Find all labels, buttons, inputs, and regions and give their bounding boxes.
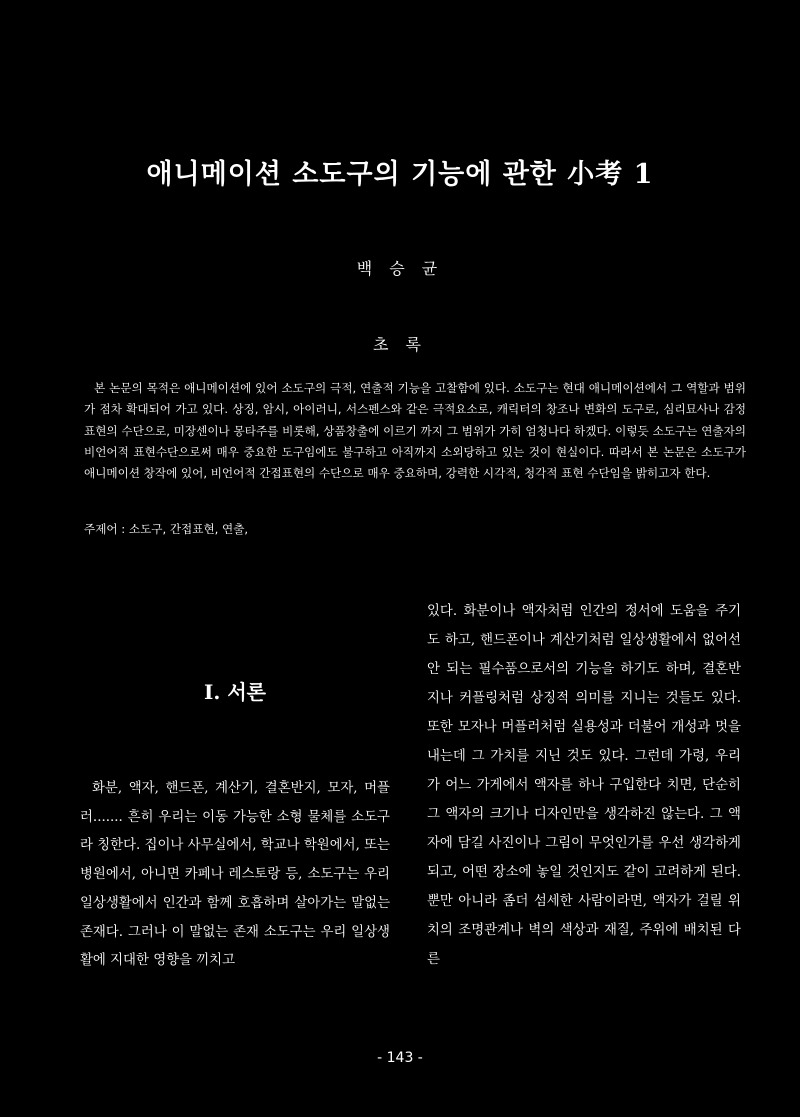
abstract-heading: 초 록 xyxy=(373,335,427,354)
keywords: 주제어 : 소도구, 간접표현, 연출, xyxy=(84,522,249,536)
section-heading: I. 서론 xyxy=(204,680,266,704)
body-column-left: 화분, 액자, 핸드폰, 계산기, 결혼반지, 모자, 머플러....... 흔히 우리는 이동 가능한 소형 물체를 소도구라 칭한다. 집이나 사무실에서, 학교나 학원에서, 또는 병원에서, 아니면 카페나 레스토랑 등, 소도구는 우리 일상생활에서 인간과 함께 호흡하며 살아가는 말없는 존재다. 그러나 이 말없는 존재 소도구는 우리 일상생활에 지대한 영향을 끼치고 xyxy=(80,781,390,969)
author-name: 백 승 균 xyxy=(356,259,444,278)
page-number: - 143 - xyxy=(377,1050,423,1066)
body-column-right: 있다. 화분이나 액자처럼 인간의 정서에 도움을 주기도 하고, 핸드폰이나 계산기처럼 일상생활에서 없어선 안 되는 필수품으로서의 기능을 하기도 하며, 결혼반지나 커플링처럼 상징적 의미를 지니는 것들도 있다. 또한 모자나 머플러처럼 실용성과 더불어 개성과 멋을 내는데 그 가치를 지닌 것도 있다. 그런데 가령, 우리가 어느 가게에서 액자를 하나 구입한다 치면, 단순히 그 액자의 크기나 디자인만을 생각하진 않는다. 그 액자에 담길 사진이나 그림이 무엇인가를 우선 생각하게 되고, 어떤 장소에 놓일 것인지도 같이 고려하게 된다. 뿐만 아니라 좀더 섬세한 사람이라면, 액자가 걸릴 위치의 조명관계나 벽의 색상과 재질, 주위에 배치된 다른 xyxy=(427,604,741,967)
abstract-body: 본 논문의 목적은 애니메이션에 있어 소도구의 극적, 연출적 기능을 고찰함에 있다. 소도구는 현대 애니메이션에서 그 역할과 범위가 점차 확대되어 가고 있다. 상징, 암시, 아이러니, 서스펜스와 같은 극적요소로, 캐릭터의 창조나 변화의 도구로, 심리묘사나 감정표현의 수단으로, 미장센이나 몽타주를 비롯해, 상품창출에 이르기 까지 그 범위가 가히 엄청나다 하겠다. 이렇듯 소도구는 연출자의 비언어적 표현수단으로써 매우 중요한 도구임에도 불구하고 아직까지 소외당하고 있는 것이 현실이다. 따라서 본 논문은 소도구가 애니메이션 창작에 있어, 비언어적 간접표현의 수단으로 매우 중요하며, 강력한 시각적, 청각적 표현 수단임을 밝히고자 한다. xyxy=(84,381,746,481)
paper-title: 애니메이션 소도구의 기능에 관한 小考 1 xyxy=(146,159,654,190)
